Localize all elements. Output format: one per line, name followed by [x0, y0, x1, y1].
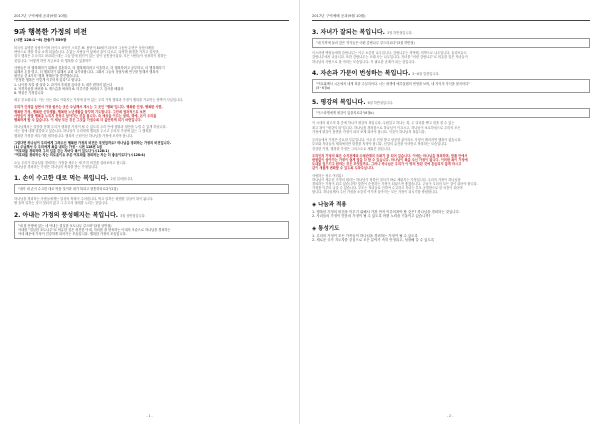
text-line: 행복한 가정, 행복한 신앙생활, 행복한 노년생활을 꿈꾸며 기도합니다. 그런데 결과적으로 보면: [14, 109, 146, 114]
text-line: 사는 것에 대해 말씀하고 있습니다. 하나님이 우리에게 행복을 주시고 우리의 가정에 있는 그 행복을: [14, 129, 152, 134]
section-1-verse-ref: 2절 읽어봅니다.: [110, 177, 134, 182]
page-number: - 1 -: [146, 414, 153, 418]
text-line: 최고 복이 "평강의 복"입니다. 하나님을 경외함으로 하나님이 이끄시고, 하나님이 보호하심으로 우리의 모든: [312, 125, 461, 130]
text-line: 8. 핵심은 가정입니다: [14, 91, 44, 96]
text-line: 위해서 돈을 벌고, 더 행복하기 위해서 교회 나가라합니다. 그래서 그들의 상담사례 연구를 통해서 행복의: [14, 70, 159, 75]
section-3-heading: [312, 27, 590, 36]
section-1-verse-box: [14, 184, 289, 194]
text-line: 하나님께서는 말씀을 통해 우리가 행복한 가정이 될 수 있도록 우리 안에 행복과 평안을 누릴 수 있게 하십니다.: [14, 125, 167, 130]
body-paragraph: [14, 125, 289, 138]
highlight-paragraph: [14, 105, 289, 122]
section-5-body: [312, 121, 590, 150]
prayer-heading: ◈ 통성기도: [312, 225, 340, 232]
text-line: 아내 때문에 가정이 건강하게 되어가는 모습입니다. 행복한 가정의 모습입니다.: [18, 232, 127, 237]
prayer-item: 1. 우리의 가정이 모든 가족들이 하나님을 경외하는 가정이 될 수 있도록: [312, 233, 418, 238]
lesson-title: 9과 행복한 가정의 비전: [14, 28, 88, 36]
section-5-heading: [312, 97, 590, 106]
section-2-verse-ref: 3절 상반절입니다.: [120, 213, 146, 218]
text-line: 이스라엘 백성들에게 감람나무는 아주 소중한 나무입니다. 감람나무는 척박해, 척박으로 나무입니다. 올리브유도: [312, 51, 467, 56]
text-line: 건강한 가정, 행복한 가정은 그리스도로 세워진 집입니다.: [312, 146, 391, 151]
text-line: 미국의 유명한 상담가이며 마이크 코인인 스티븐 M. 폴란이 80세가 되어서 그동안 수만은 상담사례를: [14, 46, 155, 50]
section-1-verse-text: "네가 네 손이 수고한 대로 먹을 것이라 네가 복되고 형통하리로다"(2절): [18, 187, 118, 192]
text-line: 하나님을 경외하는 사람들에게는 일상의 축복이 주어집니다. 먹고 일하는 평범한 일상이 복이 됩니다.: [14, 197, 154, 202]
sharing-item: 1. 행복한 가정의 비전을 이루기 위해서 가장 먼저 이루어져야 할 것은? 하나님을 경외하는 것입니다.: [312, 209, 460, 214]
text-line: 가정에 평강이 충만한 가정이 되어 보게 되어야 합니다. 이것이 하나님의 복입니다.: [312, 129, 426, 134]
page-2: [300, 0, 600, 424]
text-line: "여호와를 경외하며 그의 길을 걷는 자마다 복이 있도다"(시128:1): [14, 149, 109, 154]
lesson-scripture: (시편 128:1~6) 찬송가 559장: [14, 38, 67, 42]
text-line: 행복한 가정을 세우기를 원하십니다. 행복의 근원이신 하나님을 가정에 모셔야 합니다.: [14, 133, 133, 138]
text-line: 행복하게 할 수 없습니다. 이 세상 모든 것은 그것을 가질수록 더 불안하게 되기 마련입니다.: [14, 118, 142, 123]
text-line: 하나님이 세우신 가정의 원리는 하나님이 정하신 질서가 바로 세워지는 가정입니다. 우리의 가정이 하나님을: [312, 177, 461, 182]
section-2-heading: [14, 210, 289, 219]
text-line: 우리인의 가정의 복은 수직관계와 수평관계의 조화가 잘 되어 있습니다. 이에는 하나님을 경외하며, 말씀 안에서: [312, 153, 468, 158]
section-5-title: 5. 평강의 복입니다.: [312, 99, 366, 107]
highlight-paragraph: [312, 154, 590, 171]
text-line: 변함없이 살아가는 가정이 쉽게 말을 다 할 수 있습니다. 하나님이 복을 주신 가정이 됩니다. 이러한 복이 가정에: [312, 158, 468, 163]
section-3-title: 3. 자녀가 잘되는 복입니다.: [312, 29, 385, 36]
text-line: 하나님을 경외하는 가정은 하나님의 축복을 받는 가정입니다.: [14, 164, 99, 169]
section-4-title: 4. 자손과 가문이 번성하는 복입니다.: [312, 69, 411, 77]
text-line: 아내를 "결실한 포도나무"로 비유한 것은 정진한 아내, 자녀를 잘 양육하는 아내의 모습으로 하나님을 경외하는: [18, 227, 171, 232]
sharing-heading: ◈ 나눔과 적용: [312, 201, 347, 208]
text-line: 우리들에서 가정은 중요한 부분입니다. 아무리 인정 받고 성공한 삶이라도 가정이 깨어지면 행복이 없습니다.: [312, 138, 462, 143]
prayer-item: 2. 새로운 국가 지도자를 중심으로 모든 분야가 속히 안정되고, 성장해 갈 수 있도록: [312, 238, 435, 243]
text-line: 하나님의 사람으로 잘 자라는 모습입니다. 꼭 필요한 존재가 되는 것입니다.: [312, 59, 416, 64]
text-line: 합니다. 하나님께서 주신 가정을 소중히 여기며 살아가는 모든 가정이 되시기를 축원합니다.: [312, 190, 439, 195]
text-line: (5~6절a): [316, 86, 331, 91]
text-line: 사랑하는 성도 여러분!: [312, 173, 344, 178]
section-3-body: [312, 51, 590, 64]
page-header: 2017년 구역예배 공과(9월 10월): [312, 14, 590, 21]
section-5-verse-ref: 6절 하반절입니다.: [367, 101, 394, 106]
text-line: 결국 행복은 무너지고 파괴되는데는 그들 앞에 원인이 있는 것이 공통점이었다. 모든 사람들이 성장하기 원하는: [14, 54, 167, 59]
text-line: "네 집 안방에 있는 네 아내는 결실한 포도나무 같으며"(3절 상반절): [18, 223, 112, 228]
section-3-verse-ref: 3절 하반절입니다.: [387, 31, 413, 35]
section-5-verse-text: "이스라엘에게 평강이 있을지로다"(6절b): [316, 111, 374, 116]
section-4-heading: [312, 68, 590, 77]
section-2-verse-box: [14, 221, 289, 240]
text-line: (1) 주님께서 주 우리에게 복을 내리는 가정 - 시편 128편 1절: [14, 145, 103, 150]
vision-question-block: [14, 141, 289, 158]
closing-paragraph: [312, 174, 590, 195]
text-line: "여호와를 경외하는 자는 의로움이요 무릇 여호와를 경외하는 자는 더 좋음이로다"(시128:4): [14, 153, 146, 158]
text-line: 땀 흘려 일하는 것이 헛되지 않고 그 수고의 열매를 누리는 것입니다.: [14, 201, 109, 206]
section-1-heading: [14, 173, 289, 182]
text-line: 사람들이 정말 행복을 누리지 못하고 살아가는 것을 봅니다. 즉 세상을 이끄는 권력, 명예, 돈이 우리를: [14, 113, 157, 118]
text-line: 매우 중요합니다. 이는 사는 대로 이뤄지는 가정에 남아 있는 우리 가정 행복과 가정이 행복을 가로막는 장벽이 사실입니다.: [14, 98, 184, 103]
text-line: "진정한 행복은 이렇게 이루어져 있다"고 합니다.: [14, 78, 82, 83]
section-4-verse-ref: 5~6절 말씀입니다.: [412, 71, 440, 76]
text-line: 원인들 중 4가지 '행복 방해꾼'을 발견했습니다.: [14, 74, 80, 79]
text-line: 4. 자격지심을 버려라 5. 게으름을 버려라 6. 미루기를 버려라 7. 감사를 배워라: [14, 86, 124, 91]
happiness-list-paragraph: [14, 66, 289, 95]
vision-intro-paragraph: [14, 161, 289, 169]
text-line: 1. 나이를 지킬 줄 알라 2. 과거의 후회를 끊어라 3. 내가 변하지 않는다: [14, 82, 113, 87]
text-line: 같이 새롭게 변화할 수 있도록 도와주십니다.: [312, 166, 375, 171]
section-3-verse-text: "네 식탁에 둘러 앉은 자식들은 어린 감람나무 같으리로다"(3절 하반절): [316, 41, 415, 45]
text-line: 바탕으로 책을 하나 소개 되었습니다. 수없는 사람들이 삶에서 출이 다르고, 다양한 환경을 가지고 살지만,: [14, 50, 160, 55]
text-line: "여호와께서 시온에서 네게 복을 주실지어다. 너는 평생에 예루살렘의 번영을 보며, 네 자식의 자식을 볼지어다": [316, 81, 470, 86]
text-line: 감람나무에서 나옵니다. 또한 감람나무는 오래 사는 나무입니다. 자녀를 "어린 감람나무"로 비유한 것은 자녀들이: [312, 55, 468, 60]
text-line: 그렇다면 하나님이 우리에게 그려주신 행복한 가정의 비전은 무엇일까요? 하나님을 경외하는 가정의 비전입니다.: [14, 140, 171, 145]
section-5-verse-box: [312, 108, 590, 118]
section-4-verse-box: [312, 79, 590, 93]
text-line: 것입니다. "어떻게 하면 지금보다 더 행복할 수 있을까?": [14, 58, 92, 63]
text-line: 이 시대의 최고의 복 중에 하나가 평강의 복입니다. 우원일고 하나는 복, 두 다리를 뻗고 잠을 잘 수 있는: [312, 121, 455, 126]
text-line: 우리가 인생을 살면서 가장 힘쓰는 곳은 주님께서 계시는 그 곳인 "행복"입니다. 행복한 인생, 행복한 사람,: [14, 105, 163, 110]
section-2-title: 2. 아내는 가정의 풍성해지는 복입니다.: [14, 211, 119, 219]
prayer-list: [312, 234, 590, 243]
text-line: 사람들은 더 행복해지기 위해서 결혼하고, 더 행복해지려고 이혼하고, 더 행복하려고 공부하고, 더 행복해지기: [14, 65, 165, 70]
text-line: 가정을 이루어 나갈 수 있습니다. 부모는 자녀들로 인하여 수고하고 자녀는 부모 공경함으로 한 마음이 되어야: [312, 186, 463, 191]
text-line: 오늘 우리가 하나님을 경외하는 가정을 세우는 세 가지 비전을 살펴보려고 합니다.: [14, 160, 127, 165]
text-line: 부모와 자녀들의 세대에서만 말씀을 지켜야 합니다. 신앙의 유산을 이어받고 축복하는 모습입니다.: [312, 142, 448, 147]
sharing-item: 2. 자녀들의 가정이 믿음의 가정이 될 수 있도록 어떤 노력을 기울이고 있습니까?: [312, 214, 431, 219]
text-line: 토대를 일으키고 원하는 것은 무엇일까요. 그러나 하나님은 우리가 이 땅의 헛된 것에 흔들리지 않게 하시고: [312, 162, 462, 167]
section-3-verse-box: [312, 38, 590, 48]
text-line: 경외하는 가정이 되고 있습니까? 말씀이 순종하는 가정이 되었으면 좋겠습니다. 주님이 우리의 모든 것이 되어야 합니다.: [312, 182, 478, 187]
page-number: - 2 -: [446, 414, 454, 418]
intro-paragraph: [14, 46, 289, 63]
section-1-body: [14, 197, 289, 205]
section-1-title: 1. 손이 수고한 대로 먹는 복입니다.: [14, 175, 109, 183]
sharing-list: [312, 210, 590, 219]
page-header: 2017년 구역예배 공과(9월 10월): [14, 14, 289, 21]
